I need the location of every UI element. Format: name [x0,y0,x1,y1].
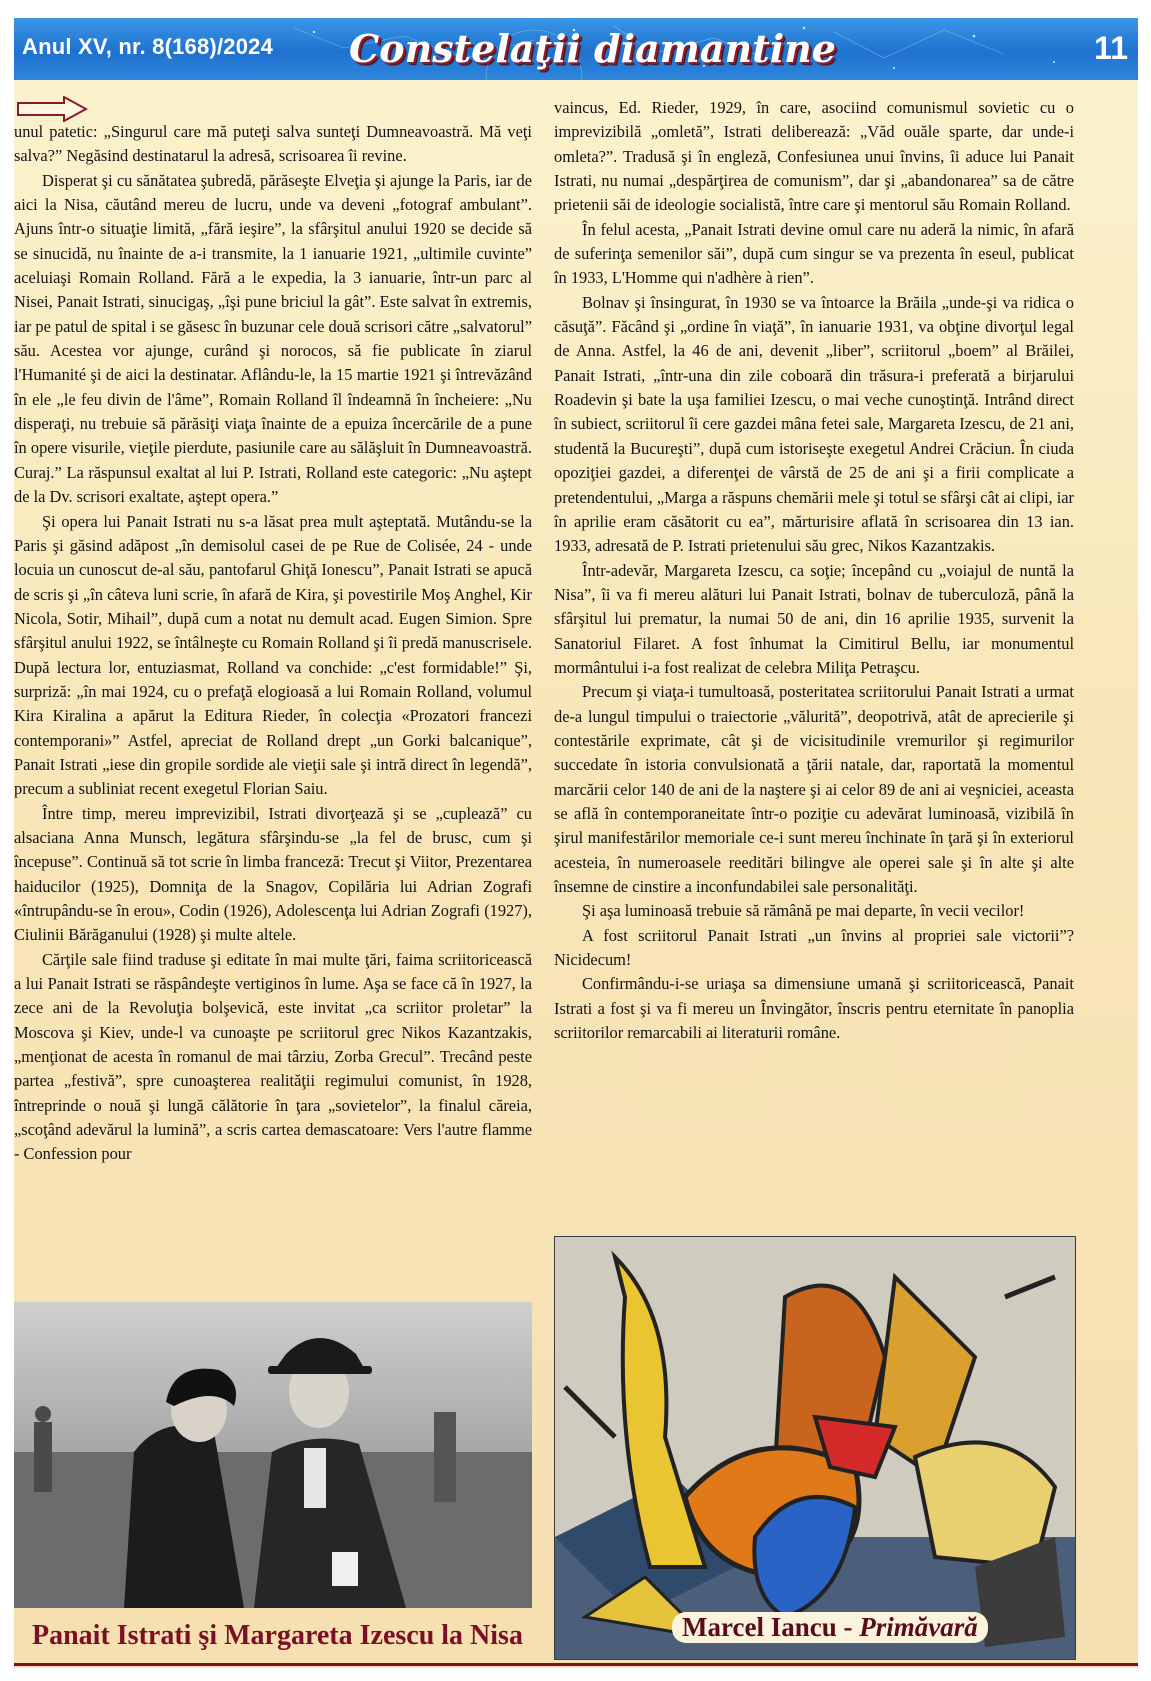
paragraph: A fost scriitorul Panait Istrati „un învins al propriei sale victorii”? Nicidecum! [554,925,1074,970]
paragraph: Şi opera lui Panait Istrati nu s-a lăsat prea mult aşteptată. Mutându-se la Paris şi găsind adăpost „în demisolul casei de pe Rue de Colisée, 24 - unde locuia un cunoscut de-al său, pantofarul Ghiţă Ionescu”, Panait Istrati se apucă de scris şi „în câteva luni scrie, în afară de Kira, şi povestirile Moş Anghel, Kir Nicola, Sotir, Mihail”, după cum a notat nu demult acad. Eugen Simion. Spre sfârşitul anului 1922, se întâlneşte cu Romain Rolland şi îi predă manuscrisele. După lectura lor, entuziasmat, Rolland va conchide: „c'est formidable!” Şi, surpriză: „în mai 1924, cu o prefaţă elogioasă a lui Romain Rolland, volumul Kira Kiralina a apărut la Editura Rieder, în colecţia «Prozatori francezi contemporani»” Astfel, apreciat de Rolland drept „un Gorki balcanique”, Panait Istrati „iese din gropile sordide ale vieţii sale şi intră direct în legendă”, precum a subliniat recent exegetul Florian Saiu. [14,511,532,799]
paragraph: unul patetic: „Singurul care mă puteţi salva sunteţi Dumneavoastră. Mă veţi salva?” Negăsind destinatarul la adresă, scrisoarea îi revine. [14,122,532,166]
bottom-rule [14,1663,1138,1666]
issue-info: Anul XV, nr. 8(168)/2024 [22,34,274,59]
painting-artist: Marcel Iancu - [682,1612,860,1642]
abstract-painting-illustration [555,1237,1075,1659]
couple-photo-illustration [14,1302,532,1608]
page-header [14,18,1138,80]
paragraph: Şi aşa luminoasă trebuie să rămână pe mai departe, în vecii vecilor! [582,901,1025,921]
magazine-page [14,18,1138,1668]
paragraph: Confirmându-i-se uriaşa sa dimensiune umană şi scriitoricească, Panait Istrati a fost şi va fi mereu un Învingător, înscris pentru eternitate în panoplia scriitorilor remarcabili ai literaturii române. [554,974,1074,1043]
painting-primavara [554,1236,1076,1660]
paragraph: Între timp, mereu imprevizibil, Istrati divorţează şi se „cuplează” cu alsaciana Anna Munsch, legătura sfârşindu-se „la fel de brusc, cum şi începuse”. Continuă să tot scrie în limba franceză: Trecut şi Viitor, Prezentarea haiducilor (1925), Domniţa de la Snagov, Copilăria lui Adrian Zografi «întrupându-se în erou», Codin (1926), Adolescenţa lui Adrian Zografi (1927), Ciulinii Bărăganului (1928) şi multe altele. [14,803,532,945]
paragraph: În felul acesta, „Panait Istrati devine omul care nu aderă la nimic, în afară de suferinţa semenilor săi”, după cum singur se va prezenta în eseul, publicat în 1933, L'Homme qui n'adhère à rien”. [554,219,1074,288]
page-number: 11 [1094,30,1128,66]
paragraph: Bolnav şi însingurat, în 1930 se va întoarce la Brăila „unde-şi va ridica o căsuţă”. Făcând şi „ordine în viaţă”, în ianuarie 1931, va obţine divorţul legal de Anna. Astfel, la 46 de ani, devenit „liber”, scriitorul „boem” al Brăilei, Panait Istrati, „într-una din zile coboară din trăsura-i preferată a birjarului Roadevin şi bate la uşa familiei Izescu, o mai veche cunoştinţă. Intrând direct în subiect, scriitorul îi cere gazdei mâna fetei sale, Margareta Izescu, de 21 ani, studentă la Bucureşti”, după cum istoriseşte exegetul Andrei Crăciun. În ciuda opoziţiei gazdei, a diferenţei de vârstă de 25 de ani şi a firii complicate a pretendentului, „Marga a răspuns chemării mele şi totul se sfârşi cât ai clipi, iar în aprilie eram căsătorit cu ea”, mărturisire aflată în scrisoarea din 13 ian. 1933, adresată de P. Istrati prietenului său grec, Nikos Kazantzakis. [554,292,1074,556]
painting-caption [672,1612,988,1643]
magazine-title: Constelaţii diamantine [349,26,836,71]
paragraph: Disperat şi cu sănătatea şubredă, părăseşte Elveţia şi ajunge la Paris, iar de aici la Nisa, căutând mereu de lucru, unde va deveni „fotograf ambulant”. Ajuns într-o situaţie limită, „fără ieşire”, la sfârşitul anului 1920 se decide să se sinucidă, nu înainte de a-i transmite, la 1 ianuarie 1921, „ultimile cuvinte” aceluiaşi Romain Rolland. Fără a le expedia, la 3 ianuarie, într-un parc al Nisei, Panait Istrati, sinucigaş, „îşi pune briciul la gât”. Este salvat în extremis, iar pe patul de spital i se găsesc în buzunar cele două scrisori către „salvatorul” său. Acestea vor ajunge, curând şi norocos, să fie publicate în ziarul l'Humanité şi de aici la destinatar. Aflându-le, la 15 martie 1921 şi întrevăzând în ele „le feu divin de l'âme”, Romain Rolland îl îndeamnă în încheiere: „Nu disperaţi, nu trebuie să părăsiţi viaţa înainte de a epuiza încercările de a pune în opere visurile, vieţile pierdute, pasiunile care au sălăşluit în Dumneavoastră. Curaj.” La răspunsul exaltat al lui P. Istrati, Rolland este categoric: „Nu aştept de la Dv. scrisori exaltate, aştept opera.” [14,170,532,507]
continuation-arrow-icon [16,96,88,122]
paragraph: Precum şi viaţa-i tumultoasă, posteritatea scriitorului Panait Istrati a urmat de-a lungul timpului o traiectorie „vălurită”, deopotrivă, atât de aprecierile şi contestările exprimate, cât şi de vicisitudinile vremurilor şi regimurilor succedate în istoria convulsionată a ţării natale, dar, raportată la momentul marcării celor 140 de ani de la naştere şi ai celor 89 de ani ai veşniciei, aceasta se află în contemporaneitate într-o poziţie cu adevărat luminoasă, vizibilă în şirul manifestărilor memoriale ce-i sunt mereu închinate în ţară şi în exteriorul acesteia, în numeroasele reeditări bilingve ale operei sale şi în alte şi alte însemne de cinstire a inconfundabilei sale personalităţi. [554,682,1074,896]
paragraph: vaincus, Ed. Rieder, 1929, în care, asociind comunismul sovietic cu o imprevizibilă „omletă”, Istrati deliberează: „Văd ouăle sparte, dar unde-i omleta?”. Tradusă şi în engleză, Confesiunea unui învins, îi aduce lui Panait Istrati, nu numai „despărţirea de comunism”, dar şi „abandonarea” sa de către prietenii săi de ideologie socialistă, între care şi mentorul său Romain Rolland. [554,98,1074,215]
left-text-column [14,120,532,1167]
paragraph: Cărţile sale fiind traduse şi editate în mai multe ţări, faima scriitoricească a lui Panait Istrati se răspândeşte vertiginos în lume. Aşa se face că în 1927, la zece ani de la Revoluţia bolşevică, este invitat „ca scriitor proletar” la Moscova şi Kiev, unde-l va cunoaşte pe scriitorul grec Nikos Kazantzakis, „menţionat de acesta în romanul de mai târziu, Zorba Grecul”. Trecând peste partea „festivă”, spre cunoaşterea realităţii regimului comunist, în 1928, întreprinde o nouă şi lungă călătorie în ţara „sovietelor”, la finalul căreia, „scoţând adevărul la lumină”, a scris cartea demascatoare: Vers l'autre flamme - Confession pour [14,949,532,1164]
right-text-column [554,96,1074,1045]
paragraph: Într-adevăr, Margareta Izescu, ca soţie; începând cu „voiajul de nuntă la Nisa”, îi va fi mereu alături lui Panait Istrati, bolnav de tuberculoză, până la sfârşitul lui prematur, la numai 50 de ani, din 16 aprilie 1935, survenit la Sanatoriul Filaret. A fost înhumat la Cimitirul Bellu, iar monumentul mormântului i-a fost realizat de celebra Miliţa Petraşcu. [554,560,1074,677]
photo-caption: Panait Istrati şi Margareta Izescu la Nisa [32,1620,523,1651]
painting-title: Primăvară [859,1612,978,1642]
historical-photo [14,1302,532,1608]
